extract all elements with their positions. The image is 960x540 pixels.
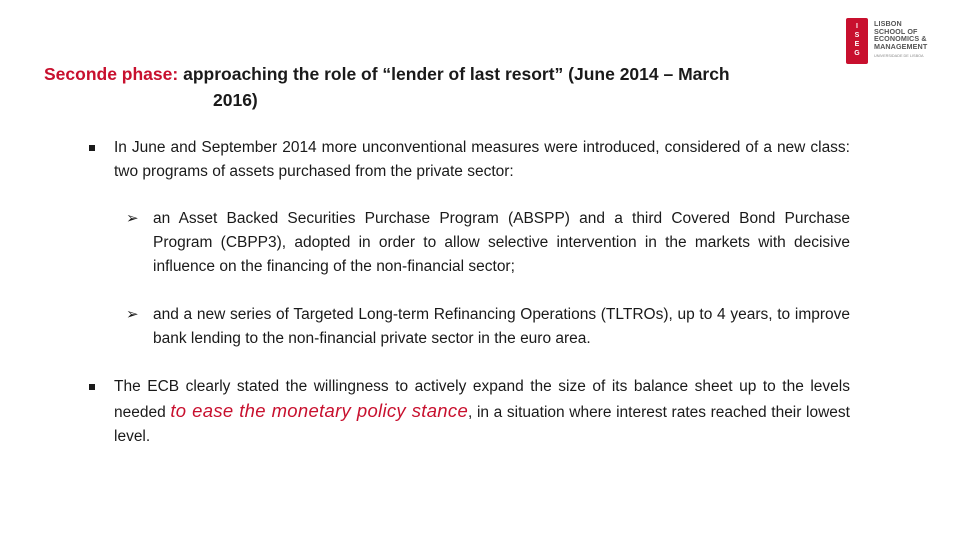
title-text-line2: 2016) [213, 90, 258, 110]
logo-letter: I [856, 23, 858, 30]
logo-subtitle: UNIVERSIDADE DE LISBOA [874, 54, 924, 58]
emphasized-text: to ease the monetary policy stance [170, 400, 469, 421]
logo-line: ECONOMICS & [874, 34, 927, 44]
logo-line: MANAGEMENT [874, 41, 928, 51]
logo-letter: G [854, 50, 860, 57]
logo-line: SCHOOL OF [874, 26, 918, 36]
bullet-text: , in a situation where interest rates reached their lowest level. [114, 404, 850, 445]
square-bullet-icon [89, 145, 95, 151]
sub-bullet-item [88, 303, 850, 351]
slide-title [44, 61, 874, 113]
bullet-item [88, 136, 850, 184]
bullet-item [88, 375, 850, 449]
arrow-bullet-icon: ➢ [126, 306, 139, 323]
logo-line: LISBON [874, 19, 902, 28]
logo-letter: E [854, 41, 860, 48]
logo-mark [846, 18, 868, 64]
square-bullet-icon [89, 384, 95, 390]
logo-letter: S [854, 32, 860, 39]
arrow-bullet-icon: ➢ [126, 210, 139, 227]
title-text: approaching the role of “lender of last resort” (June 2014 – March [183, 64, 730, 84]
sub-bullet-text: and a new series of Targeted Long-term Refinancing Operations (TLTROs), up to 4 years, to improve bank lending to the non-financial private sector in the euro area. [153, 306, 850, 347]
sub-bullet-text: an Asset Backed Securities Purchase Program (ABSPP) and a third Covered Bond Purchase Program (CBPP3), adopted in order to allow selective intervention in the markets with decisive influence on the financing of the non-financial sector; [153, 210, 850, 275]
slide-content [88, 136, 850, 449]
title-phase: Seconde phase: [44, 64, 179, 84]
sub-bullet-item [88, 207, 850, 279]
bullet-text: In June and September 2014 more unconventional measures were introduced, considered of a new class: two programs of assets purchased from the private sector: [114, 139, 850, 180]
bullet-text: The ECB clearly stated the willingness to actively expand the size of its balance sheet up to the levels needed [114, 378, 850, 421]
logo-text [874, 20, 927, 50]
iseg-logo [846, 18, 946, 64]
